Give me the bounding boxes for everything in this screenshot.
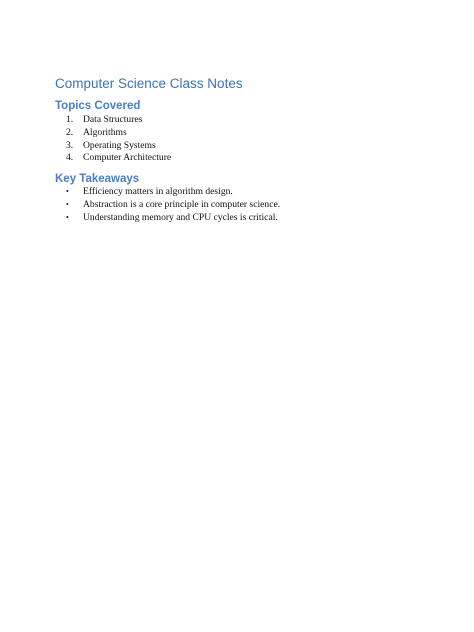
list-item-text: Algorithms bbox=[83, 126, 127, 138]
list-item-text: Understanding memory and CPU cycles is critical. bbox=[83, 211, 278, 223]
list-item-text: Computer Architecture bbox=[83, 152, 172, 164]
list-item-text: Data Structures bbox=[83, 114, 143, 125]
bullet-icon: • bbox=[66, 187, 69, 196]
section-heading-topics: Topics Covered bbox=[55, 100, 141, 112]
list-number: 4. bbox=[66, 152, 74, 164]
list-number: 1. bbox=[66, 114, 74, 125]
document-title: Computer Science Class Notes bbox=[55, 76, 243, 91]
list-item-text: Operating Systems bbox=[83, 139, 156, 151]
section-heading-takeaways: Key Takeaways bbox=[55, 173, 140, 185]
list-number: 2. bbox=[66, 126, 74, 138]
list-number: 3. bbox=[66, 139, 74, 151]
list-item-text: Abstraction is a core principle in computer science. bbox=[83, 198, 281, 210]
bullet-icon: • bbox=[66, 212, 69, 222]
list-item-text: Efficiency matters in algorithm design. bbox=[83, 186, 233, 197]
bullet-icon: • bbox=[66, 199, 69, 209]
